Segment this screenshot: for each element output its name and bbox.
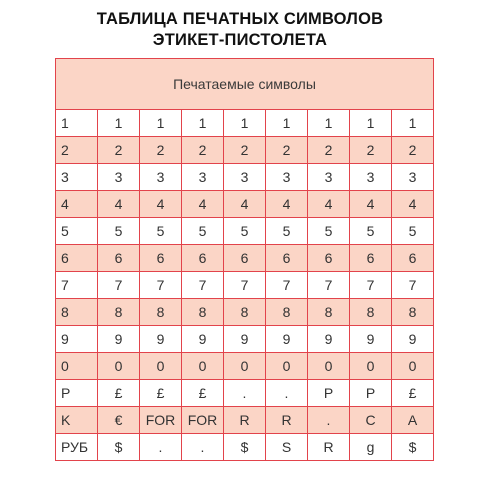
table-cell: £: [140, 380, 182, 407]
table-cell: 0: [140, 353, 182, 380]
table-body: [56, 110, 434, 461]
table-cell: .: [266, 380, 308, 407]
table-cell: 1: [140, 110, 182, 137]
table-cell: 6: [98, 245, 140, 272]
table-cell: 4: [350, 191, 392, 218]
table-cell: 1: [224, 110, 266, 137]
table-cell: P: [56, 380, 98, 407]
table-cell: РУБ: [56, 434, 98, 461]
table-cell: 7: [392, 272, 434, 299]
table-cell: 4: [308, 191, 350, 218]
table-cell: 4: [98, 191, 140, 218]
table-cell: 8: [350, 299, 392, 326]
table-row: [56, 380, 434, 407]
table-cell: 8: [308, 299, 350, 326]
symbols-table: [55, 58, 434, 461]
table-cell: 5: [182, 218, 224, 245]
table-cell: 8: [140, 299, 182, 326]
table-cell: 3: [392, 164, 434, 191]
table-cell: £: [392, 380, 434, 407]
table-cell: 5: [392, 218, 434, 245]
table-cell: 8: [56, 299, 98, 326]
table-cell: 7: [266, 272, 308, 299]
table-cell: C: [350, 407, 392, 434]
page-title: [0, 9, 480, 51]
title-line-1: ТАБЛИЦА ПЕЧАТНЫХ СИМВОЛОВ: [96, 10, 384, 28]
table-cell: 5: [140, 218, 182, 245]
table-row: [56, 272, 434, 299]
table-cell: .: [308, 407, 350, 434]
table-cell: 6: [392, 245, 434, 272]
table-cell: P: [350, 380, 392, 407]
table-cell: 1: [392, 110, 434, 137]
table-cell: 0: [56, 353, 98, 380]
table-cell: 9: [182, 326, 224, 353]
table-row: [56, 137, 434, 164]
table-cell: 2: [140, 137, 182, 164]
table-cell: 6: [224, 245, 266, 272]
table-cell: 5: [224, 218, 266, 245]
table-header: Печатаемые символы: [56, 59, 434, 110]
table-cell: 3: [182, 164, 224, 191]
table-cell: 1: [266, 110, 308, 137]
table-cell: 6: [308, 245, 350, 272]
table-cell: 7: [98, 272, 140, 299]
table-cell: 3: [140, 164, 182, 191]
table-cell: 2: [266, 137, 308, 164]
table-cell: .: [224, 380, 266, 407]
table-cell: 0: [266, 353, 308, 380]
table-row: [56, 218, 434, 245]
table-cell: 2: [56, 137, 98, 164]
table-cell: 9: [56, 326, 98, 353]
table-header-row: [56, 59, 434, 110]
table-cell: 9: [308, 326, 350, 353]
table-cell: 5: [98, 218, 140, 245]
table-cell: 3: [56, 164, 98, 191]
table-cell: 2: [98, 137, 140, 164]
table-cell: 7: [224, 272, 266, 299]
table-cell: 9: [266, 326, 308, 353]
table-cell: 1: [350, 110, 392, 137]
table-cell: $: [224, 434, 266, 461]
table-cell: 4: [266, 191, 308, 218]
table-cell: £: [182, 380, 224, 407]
table-row: [56, 353, 434, 380]
table-cell: g: [350, 434, 392, 461]
table-cell: R: [266, 407, 308, 434]
table-cell: 9: [224, 326, 266, 353]
table-cell: 4: [140, 191, 182, 218]
table-cell: 0: [98, 353, 140, 380]
table-cell: 5: [56, 218, 98, 245]
table-cell: A: [392, 407, 434, 434]
table-cell: 7: [350, 272, 392, 299]
table-cell: 6: [266, 245, 308, 272]
table-cell: 2: [182, 137, 224, 164]
table-cell: S: [266, 434, 308, 461]
table-cell: 0: [224, 353, 266, 380]
table-cell: 3: [308, 164, 350, 191]
table-cell: $: [98, 434, 140, 461]
table-cell: 9: [98, 326, 140, 353]
table-cell: 2: [308, 137, 350, 164]
table-cell: 1: [182, 110, 224, 137]
table-cell: 4: [224, 191, 266, 218]
table-cell: 2: [392, 137, 434, 164]
table-cell: .: [182, 434, 224, 461]
table-cell: FOR: [182, 407, 224, 434]
table-cell: £: [98, 380, 140, 407]
table-cell: 0: [308, 353, 350, 380]
table-cell: 0: [182, 353, 224, 380]
table-row: [56, 434, 434, 461]
table-cell: 3: [224, 164, 266, 191]
table-cell: 9: [350, 326, 392, 353]
table-row: [56, 245, 434, 272]
table-cell: 8: [392, 299, 434, 326]
table-cell: 8: [98, 299, 140, 326]
table-cell: 7: [308, 272, 350, 299]
table-row: [56, 407, 434, 434]
table-row: [56, 326, 434, 353]
table-cell: 4: [182, 191, 224, 218]
table-cell: $: [392, 434, 434, 461]
table-cell: 7: [182, 272, 224, 299]
table-cell: R: [308, 434, 350, 461]
table-cell: 7: [56, 272, 98, 299]
table-row: [56, 191, 434, 218]
table-cell: 7: [140, 272, 182, 299]
table-cell: €: [98, 407, 140, 434]
table-cell: 0: [392, 353, 434, 380]
table-cell: P: [308, 380, 350, 407]
table-cell: 2: [350, 137, 392, 164]
table-cell: FOR: [140, 407, 182, 434]
table-cell: 3: [350, 164, 392, 191]
table-cell: 5: [308, 218, 350, 245]
table-cell: K: [56, 407, 98, 434]
table-row: [56, 164, 434, 191]
table-cell: 6: [140, 245, 182, 272]
table-cell: 3: [266, 164, 308, 191]
table-cell: 4: [392, 191, 434, 218]
table-cell: 3: [98, 164, 140, 191]
table-cell: 8: [224, 299, 266, 326]
table-cell: 6: [182, 245, 224, 272]
table-cell: 1: [308, 110, 350, 137]
table-cell: 1: [56, 110, 98, 137]
table-cell: 5: [350, 218, 392, 245]
table-cell: 9: [140, 326, 182, 353]
table-cell: 8: [266, 299, 308, 326]
table-cell: 0: [350, 353, 392, 380]
table-cell: 1: [98, 110, 140, 137]
table-cell: 8: [182, 299, 224, 326]
table-cell: 6: [350, 245, 392, 272]
table-row: [56, 110, 434, 137]
table-cell: .: [140, 434, 182, 461]
title-line-2: ЭТИКЕТ-ПИСТОЛЕТА: [152, 31, 328, 49]
table-cell: 2: [224, 137, 266, 164]
table-cell: R: [224, 407, 266, 434]
table-cell: 4: [56, 191, 98, 218]
table-cell: 6: [56, 245, 98, 272]
table-cell: 5: [266, 218, 308, 245]
table-cell: 9: [392, 326, 434, 353]
table-row: [56, 299, 434, 326]
